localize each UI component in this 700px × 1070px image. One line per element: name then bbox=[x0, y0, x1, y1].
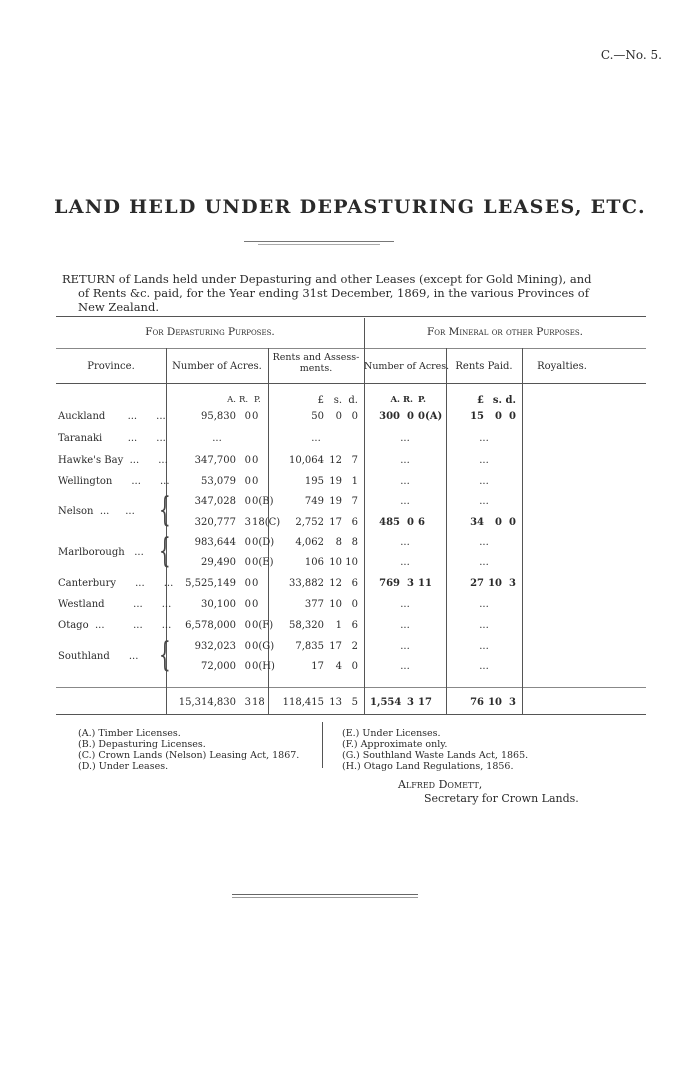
rent-pence: 2 bbox=[351, 641, 358, 652]
roods-value: 0 bbox=[244, 661, 251, 672]
brace-icon: { bbox=[158, 635, 171, 675]
perches-value: 0 bbox=[252, 599, 259, 610]
acres-value: 5,525,149 bbox=[185, 578, 236, 589]
brace-icon: { bbox=[158, 531, 171, 571]
intro-line-2: of Rents &c. paid, for the Year ending 31st December, 1869, in the various Provinces of bbox=[78, 286, 589, 300]
mineral-rent-pence: 0 bbox=[509, 411, 516, 422]
rent-shillings: 10 bbox=[329, 557, 342, 568]
mineral-rents-empty: ... bbox=[479, 455, 489, 466]
rents-empty: ... bbox=[311, 433, 321, 444]
total-mineral-rent-pounds: 76 bbox=[470, 697, 484, 708]
rent-shillings: 10 bbox=[329, 599, 342, 610]
divider-m-rents bbox=[522, 348, 523, 714]
mineral-rents-empty: ... bbox=[479, 433, 489, 444]
unit-p: P. bbox=[254, 395, 261, 405]
roods-value: 0 bbox=[244, 455, 251, 466]
totals-top-rule bbox=[56, 687, 646, 688]
perches-value: 0(E) bbox=[252, 557, 274, 568]
bottom-rule-lower bbox=[232, 897, 418, 898]
page-title: LAND HELD UNDER DEPASTURING LEASES, ETC. bbox=[54, 196, 646, 218]
total-rent-pence: 5 bbox=[351, 697, 358, 708]
mineral-acres-empty: ... bbox=[400, 496, 410, 507]
rent-pounds: 17 bbox=[311, 661, 324, 672]
mineral-acres: 300 bbox=[379, 411, 400, 422]
mineral-rent-pence: 3 bbox=[509, 578, 516, 589]
mineral-rent-pounds: 34 bbox=[470, 517, 484, 528]
province-name: Hawke's Bay ... ... bbox=[58, 455, 168, 466]
mineral-acres: 769 bbox=[379, 578, 400, 589]
roods-value: 0 bbox=[244, 578, 251, 589]
unit-ma: A. bbox=[390, 395, 400, 405]
mineral-perches: 0(A) bbox=[418, 411, 443, 422]
total-acres: 15,314,830 bbox=[178, 697, 236, 708]
mineral-acres-empty: ... bbox=[400, 661, 410, 672]
rent-pounds: 106 bbox=[304, 557, 324, 568]
province-name: Otago ... ... ... bbox=[58, 620, 172, 631]
acres-value: 6,578,000 bbox=[185, 620, 236, 631]
divider-acres bbox=[268, 348, 269, 714]
perches-value: 0 bbox=[252, 411, 259, 422]
rent-pence: 7 bbox=[351, 455, 358, 466]
col-header-royalties: Royalties. bbox=[537, 361, 587, 372]
rent-pence: 0 bbox=[351, 411, 358, 422]
mineral-acres-empty: ... bbox=[400, 433, 410, 444]
mineral-perches: 6 bbox=[418, 517, 425, 528]
mineral-rent-pounds: 15 bbox=[470, 411, 484, 422]
mineral-rents-empty: ... bbox=[479, 661, 489, 672]
intro-line-3: New Zealand. bbox=[78, 300, 159, 314]
mineral-acres-empty: ... bbox=[400, 641, 410, 652]
rent-pounds: 195 bbox=[304, 476, 324, 487]
col-header-rule bbox=[56, 383, 646, 384]
total-mineral-acres: 1,554 bbox=[370, 697, 402, 708]
col-header-province: Province. bbox=[87, 361, 135, 372]
rent-shillings: 1 bbox=[335, 620, 342, 631]
roods-value: 0 bbox=[244, 557, 251, 568]
province-name-southland: Southland ... bbox=[58, 651, 139, 662]
unit-mr: R. bbox=[402, 395, 414, 405]
roods-value: 0 bbox=[244, 476, 251, 487]
unit-s: s. bbox=[333, 395, 342, 406]
mineral-rents-empty: ... bbox=[479, 599, 489, 610]
mineral-rent-shillings: 0 bbox=[495, 517, 502, 528]
mineral-rents-empty: ... bbox=[479, 641, 489, 652]
rent-shillings: 8 bbox=[335, 537, 342, 548]
total-rent-pounds: 118,415 bbox=[282, 697, 324, 708]
unit-a: A. bbox=[227, 395, 236, 405]
acres-value: 53,079 bbox=[201, 476, 236, 487]
rent-pence: 6 bbox=[351, 517, 358, 528]
province-name-marlborough: Marlborough ... bbox=[58, 547, 144, 558]
mineral-roods: 0 bbox=[407, 411, 414, 422]
notes-right bbox=[342, 728, 528, 772]
acres-value: 30,100 bbox=[201, 599, 236, 610]
mineral-acres: 485 bbox=[379, 517, 400, 528]
mineral-acres-empty: ... bbox=[400, 455, 410, 466]
roods-value: 3 bbox=[244, 517, 251, 528]
note-h: (H.) Otago Land Regulations, 1856. bbox=[342, 761, 514, 772]
roods-value: 0 bbox=[244, 599, 251, 610]
unit-r: R. bbox=[238, 395, 249, 405]
note-e: (E.) Under Licenses. bbox=[342, 728, 441, 739]
rent-pounds: 749 bbox=[304, 496, 324, 507]
bottom-rule bbox=[232, 894, 418, 895]
rent-pounds: 4,062 bbox=[295, 537, 324, 548]
rent-pounds: 58,320 bbox=[289, 620, 324, 631]
intro-paragraph bbox=[62, 272, 627, 314]
rent-pence: 1 bbox=[351, 476, 358, 487]
acres-empty: ... bbox=[212, 433, 222, 444]
perches-value: 0(H) bbox=[252, 661, 275, 672]
rent-shillings: 0 bbox=[335, 411, 342, 422]
province-name: Westland ... ... bbox=[58, 599, 172, 610]
perches-value: 0 bbox=[252, 578, 259, 589]
mineral-rents-empty: ... bbox=[479, 620, 489, 631]
acres-value: 347,028 bbox=[194, 496, 236, 507]
note-c: (C.) Crown Lands (Nelson) Leasing Act, 1867. bbox=[78, 750, 300, 761]
group-header-rule bbox=[56, 348, 646, 349]
total-mineral-roods: 3 bbox=[407, 697, 414, 708]
divider-group bbox=[364, 318, 365, 714]
rent-shillings: 12 bbox=[329, 578, 342, 589]
mineral-perches: 11 bbox=[418, 578, 432, 589]
mineral-rents-empty: ... bbox=[479, 496, 489, 507]
unit-d: d. bbox=[348, 395, 358, 406]
rent-shillings: 4 bbox=[335, 661, 342, 672]
group-header-mineral: For Mineral or other Purposes. bbox=[427, 326, 583, 338]
province-name: Wellington ... ... bbox=[58, 476, 170, 487]
mineral-rents-empty: ... bbox=[479, 537, 489, 548]
title-divider-lower bbox=[258, 244, 380, 245]
perches-value: 0(G) bbox=[252, 641, 275, 652]
rent-pence: 8 bbox=[351, 537, 358, 548]
table-top-rule bbox=[56, 316, 646, 317]
signature-title: Secretary for Crown Lands. bbox=[424, 792, 579, 805]
mineral-acres-empty: ... bbox=[400, 557, 410, 568]
rent-shillings: 12 bbox=[329, 455, 342, 466]
col-header-rents-1: Rents and Assess- bbox=[272, 352, 360, 363]
document-reference: C.—No. 5. bbox=[600, 48, 662, 62]
unit-ms: s. bbox=[492, 395, 502, 406]
brace-icon: { bbox=[158, 490, 171, 530]
roods-value: 0 bbox=[244, 537, 251, 548]
mineral-roods: 0 bbox=[407, 517, 414, 528]
perches-value: 0(D) bbox=[252, 537, 275, 548]
divider-m-acres bbox=[446, 348, 447, 714]
col-header-rents-2: ments. bbox=[299, 363, 333, 374]
mineral-acres-empty: ... bbox=[400, 476, 410, 487]
acres-value: 983,644 bbox=[194, 537, 236, 548]
rent-pence: 6 bbox=[351, 578, 358, 589]
note-b: (B.) Depasturing Licenses. bbox=[78, 739, 206, 750]
unit-md: d. bbox=[505, 395, 516, 406]
acres-value: 347,700 bbox=[194, 455, 236, 466]
col-header-acres: Number of Acres. bbox=[172, 361, 262, 372]
mineral-acres-empty: ... bbox=[400, 620, 410, 631]
mineral-rent-pence: 0 bbox=[509, 517, 516, 528]
rent-pounds: 377 bbox=[304, 599, 324, 610]
total-mineral-perches: 17 bbox=[418, 697, 432, 708]
acres-value: 29,490 bbox=[201, 557, 236, 568]
mineral-acres-empty: ... bbox=[400, 537, 410, 548]
perches-value: 0 bbox=[252, 476, 259, 487]
rent-pence: 7 bbox=[351, 496, 358, 507]
total-roods: 3 bbox=[244, 697, 251, 708]
total-mineral-rent-shillings: 10 bbox=[488, 697, 502, 708]
roods-value: 0 bbox=[244, 620, 251, 631]
province-name: Auckland ... ... bbox=[58, 411, 166, 422]
perches-value: 0(F) bbox=[252, 620, 274, 631]
mineral-rents-empty: ... bbox=[479, 476, 489, 487]
note-g: (G.) Southland Waste Lands Act, 1865. bbox=[342, 750, 529, 761]
roods-value: 0 bbox=[244, 641, 251, 652]
acres-value: 72,000 bbox=[201, 661, 236, 672]
unit-pound: £ bbox=[317, 395, 324, 406]
mineral-rents-empty: ... bbox=[479, 557, 489, 568]
group-header-depasturing: For Depasturing Purposes. bbox=[145, 326, 275, 338]
roods-value: 0 bbox=[244, 411, 251, 422]
note-a: (A.) Timber Licenses. bbox=[78, 728, 181, 739]
notes-left bbox=[78, 728, 299, 772]
rent-pounds: 50 bbox=[311, 411, 324, 422]
acres-value: 95,830 bbox=[201, 411, 236, 422]
rent-pence: 0 bbox=[351, 661, 358, 672]
rent-shillings: 19 bbox=[329, 476, 342, 487]
rent-shillings: 17 bbox=[329, 517, 342, 528]
mineral-rent-pounds: 27 bbox=[470, 578, 484, 589]
table-bottom-rule bbox=[56, 714, 646, 715]
total-perches: 18 bbox=[252, 697, 265, 708]
rent-pounds: 2,752 bbox=[295, 517, 324, 528]
province-name-nelson: Nelson ... ... bbox=[58, 506, 135, 517]
rent-pounds: 7,835 bbox=[295, 641, 324, 652]
perches-value: 0(B) bbox=[252, 496, 274, 507]
note-d: (D.) Under Leases. bbox=[78, 761, 169, 772]
rent-shillings: 17 bbox=[329, 641, 342, 652]
rent-shillings: 19 bbox=[329, 496, 342, 507]
total-rent-shillings: 13 bbox=[329, 697, 342, 708]
mineral-rent-shillings: 0 bbox=[495, 411, 502, 422]
rent-pounds: 33,882 bbox=[289, 578, 324, 589]
unit-mpound: £ bbox=[477, 395, 484, 406]
province-name: Canterbury ... ... bbox=[58, 578, 174, 589]
intro-line-1: RETURN of Lands held under Depasturing and other Leases (except for Gold Mining), and bbox=[62, 272, 592, 286]
rent-pence: 10 bbox=[345, 557, 358, 568]
acres-value: 320,777 bbox=[194, 517, 236, 528]
signature-name: Alfred Domett, bbox=[398, 778, 483, 791]
roods-value: 0 bbox=[244, 496, 251, 507]
title-divider bbox=[244, 241, 394, 242]
perches-value: 18(C) bbox=[252, 517, 281, 528]
col-header-m-acres: Number of Acres. bbox=[364, 361, 450, 372]
rent-pence: 6 bbox=[351, 620, 358, 631]
note-f: (F.) Approximate only. bbox=[342, 739, 448, 750]
col-header-m-rents: Rents Paid. bbox=[455, 361, 513, 372]
mineral-acres-empty: ... bbox=[400, 599, 410, 610]
province-name: Taranaki ... ... bbox=[58, 433, 166, 444]
rent-pence: 0 bbox=[351, 599, 358, 610]
rent-pounds: 10,064 bbox=[289, 455, 324, 466]
mineral-roods: 3 bbox=[407, 578, 414, 589]
notes-divider bbox=[322, 722, 323, 768]
total-mineral-rent-pence: 3 bbox=[509, 697, 516, 708]
unit-mp: P. bbox=[418, 395, 426, 405]
acres-value: 932,023 bbox=[194, 641, 236, 652]
perches-value: 0 bbox=[252, 455, 259, 466]
mineral-rent-shillings: 10 bbox=[488, 578, 502, 589]
